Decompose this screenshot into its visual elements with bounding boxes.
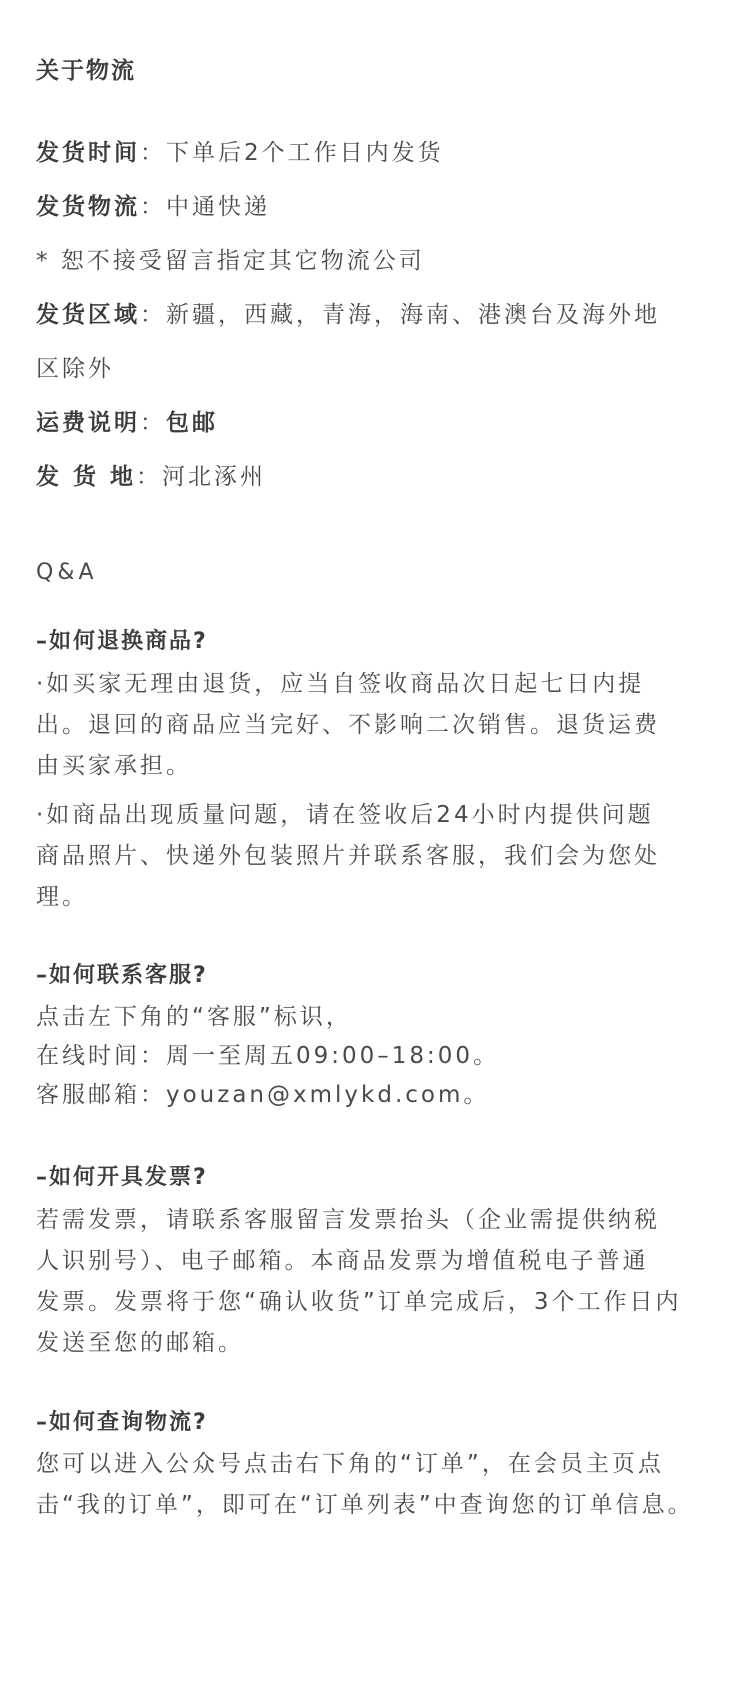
shipping-fee-label: 运费说明	[36, 410, 140, 436]
answer-return-1-line: 出。退回的商品应当完好、不影响二次销售。退货运费	[36, 712, 660, 738]
origin-label: 发 货 地	[36, 464, 137, 490]
answer-invoice	[36, 1200, 696, 1364]
ship-time-label: 发货时间	[36, 140, 140, 166]
answer-return-1-line: 由买家承担。	[36, 753, 192, 779]
shipping-fee-row	[36, 404, 694, 437]
carrier-row	[36, 188, 694, 221]
shipping-fee-colon: ：	[140, 410, 166, 436]
answer-tracking	[36, 1444, 696, 1526]
origin-colon: ：	[136, 464, 163, 490]
answer-return-2	[36, 795, 696, 918]
region-colon: ：	[140, 302, 166, 328]
answer-contact-line: 点击左下角的“客服”标识，	[36, 1004, 352, 1030]
question-return: –如何退换商品?	[36, 629, 208, 654]
answer-contact-line: 客服邮箱：youzan@xmlykd.com。	[36, 1082, 490, 1108]
answer-return-2-line: 理。	[36, 884, 88, 910]
region-value-continued: 区除外	[36, 356, 114, 382]
qa-heading: Q&A	[36, 560, 98, 585]
answer-contact	[36, 998, 696, 1115]
ship-time-value: 下单后2个工作日内发货	[166, 140, 444, 166]
answer-contact-line: 在线时间：周一至周五09:00–18:00。	[36, 1043, 500, 1069]
answer-invoice-line: 发票。发票将于您“确认收货”订单完成后，3个工作日内	[36, 1289, 682, 1315]
answer-tracking-line: 击“我的订单”，即可在“订单列表”中查询您的订单信息。	[36, 1492, 694, 1518]
shipping-fee-value: 包邮	[166, 410, 218, 436]
carrier-value: 中通快递	[166, 194, 270, 220]
answer-return-2-line: ·如商品出现质量问题，请在签收后24小时内提供问题	[36, 802, 654, 828]
answer-return-1-line: ·如买家无理由退货，应当自签收商品次日起七日内提	[36, 671, 645, 697]
carrier-label: 发货物流	[36, 194, 140, 220]
origin-value: 河北涿州	[162, 464, 267, 490]
answer-return-1	[36, 664, 696, 787]
carrier-note: * 恕不接受留言指定其它物流公司	[36, 248, 425, 274]
answer-invoice-line: 若需发票，请联系客服留言发票抬头（企业需提供纳税	[36, 1207, 660, 1233]
region-label: 发货区域	[36, 302, 140, 328]
ship-time-colon: ：	[140, 140, 166, 166]
question-tracking: –如何查询物流?	[36, 1410, 208, 1435]
origin-row	[36, 458, 694, 491]
answer-tracking-line: 您可以进入公众号点击右下角的“订单”，在会员主页点	[36, 1451, 664, 1477]
region-value: 新疆，西藏，青海，海南、港澳台及海外地	[166, 302, 660, 328]
ship-time-row	[36, 134, 694, 167]
carrier-colon: ：	[140, 194, 166, 220]
answer-return-2-line: 商品照片、快递外包装照片并联系客服，我们会为您处	[36, 843, 660, 869]
question-invoice: –如何开具发票?	[36, 1165, 208, 1190]
region-row	[36, 296, 694, 329]
answer-invoice-line: 发送至您的邮箱。	[36, 1330, 244, 1356]
question-contact: –如何联系客服?	[36, 963, 208, 988]
logistics-section-title: 关于物流	[36, 58, 136, 84]
answer-invoice-line: 人识别号）、电子邮箱。本商品发票为增值税电子普通	[36, 1248, 649, 1274]
